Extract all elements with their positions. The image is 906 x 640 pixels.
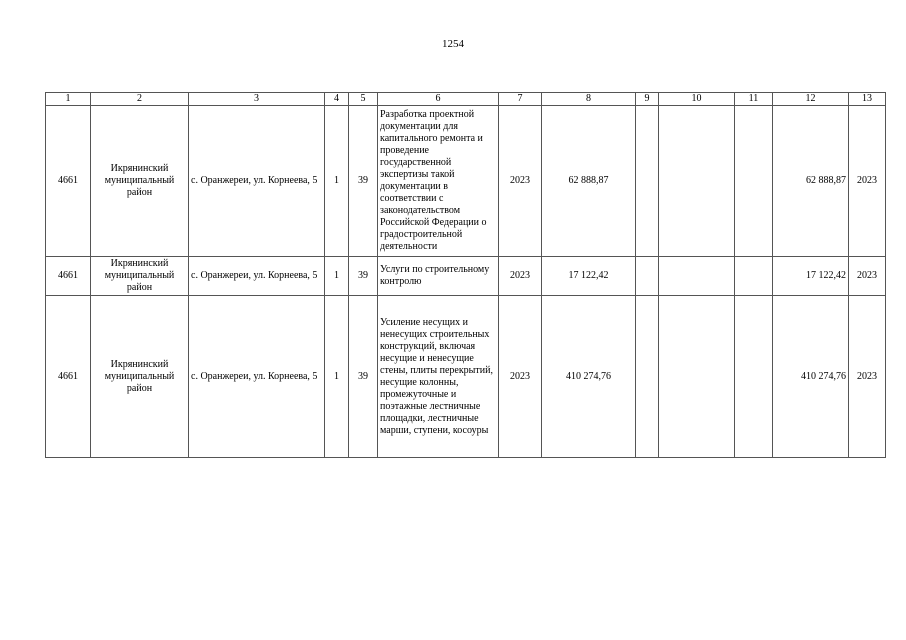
program-table bbox=[45, 92, 886, 458]
header-row bbox=[46, 93, 886, 106]
col10-cell bbox=[659, 257, 735, 296]
work-type-cell: Разработка проектной документации для капитального ремонта и проведение государственной экспертизы такой документации в соответствии с законодательством Российской Федерации о градостроительной деятельности bbox=[378, 106, 499, 257]
address-cell: с. Оранжереи, ул. Корнеева, 5 bbox=[189, 296, 325, 458]
header-cell: 2 bbox=[91, 93, 189, 106]
object-id-cell: 4661 bbox=[46, 106, 91, 257]
col9-cell bbox=[636, 106, 659, 257]
col11-cell bbox=[735, 296, 773, 458]
col10-cell bbox=[659, 296, 735, 458]
work-type-cell: Усиление несущих и ненесущих строительных конструкций, включая несущие и ненесущие стены, плиты перекрытий, несущие колонны, промежуточные и поэтажные лестничные площадки, лестничные марши, ступени, косоуры bbox=[378, 296, 499, 458]
header-cell: 3 bbox=[189, 93, 325, 106]
header-cell: 5 bbox=[349, 93, 378, 106]
col9-cell bbox=[636, 257, 659, 296]
address-cell: с. Оранжереи, ул. Корнеева, 5 bbox=[189, 106, 325, 257]
object-id-cell: 4661 bbox=[46, 257, 91, 296]
header-cell: 8 bbox=[542, 93, 636, 106]
col4-cell: 1 bbox=[325, 296, 349, 458]
header-cell: 10 bbox=[659, 93, 735, 106]
address-cell: с. Оранжереи, ул. Корнеева, 5 bbox=[189, 257, 325, 296]
header-cell: 6 bbox=[378, 93, 499, 106]
amount-total-cell: 62 888,87 bbox=[773, 106, 849, 257]
header-cell: 11 bbox=[735, 93, 773, 106]
header-cell: 9 bbox=[636, 93, 659, 106]
district-cell: Икрянинский муниципальный район bbox=[91, 106, 189, 257]
district-cell: Икрянинский муниципальный район bbox=[91, 257, 189, 296]
year-end-cell: 2023 bbox=[849, 257, 886, 296]
table-row bbox=[46, 106, 886, 257]
header-cell: 13 bbox=[849, 93, 886, 106]
col10-cell bbox=[659, 106, 735, 257]
col4-cell: 1 bbox=[325, 106, 349, 257]
col9-cell bbox=[636, 296, 659, 458]
year-end-cell: 2023 bbox=[849, 296, 886, 458]
col11-cell bbox=[735, 257, 773, 296]
year-end-cell: 2023 bbox=[849, 106, 886, 257]
table-row bbox=[46, 296, 886, 458]
amount-cell: 17 122,42 bbox=[542, 257, 636, 296]
header-cell: 7 bbox=[499, 93, 542, 106]
amount-cell: 62 888,87 bbox=[542, 106, 636, 257]
col5-cell: 39 bbox=[349, 296, 378, 458]
amount-total-cell: 410 274,76 bbox=[773, 296, 849, 458]
object-id-cell: 4661 bbox=[46, 296, 91, 458]
amount-total-cell: 17 122,42 bbox=[773, 257, 849, 296]
year-cell: 2023 bbox=[499, 296, 542, 458]
header-cell: 12 bbox=[773, 93, 849, 106]
page-number: 1254 bbox=[442, 38, 464, 50]
col4-cell: 1 bbox=[325, 257, 349, 296]
year-cell: 2023 bbox=[499, 257, 542, 296]
header-cell: 1 bbox=[46, 93, 91, 106]
district-cell: Икрянинский муниципальный район bbox=[91, 296, 189, 458]
col5-cell: 39 bbox=[349, 106, 378, 257]
header-cell: 4 bbox=[325, 93, 349, 106]
col5-cell: 39 bbox=[349, 257, 378, 296]
year-cell: 2023 bbox=[499, 106, 542, 257]
col11-cell bbox=[735, 106, 773, 257]
table-row bbox=[46, 257, 886, 296]
amount-cell: 410 274,76 bbox=[542, 296, 636, 458]
work-type-cell: Услуги по строительному контролю bbox=[378, 257, 499, 296]
